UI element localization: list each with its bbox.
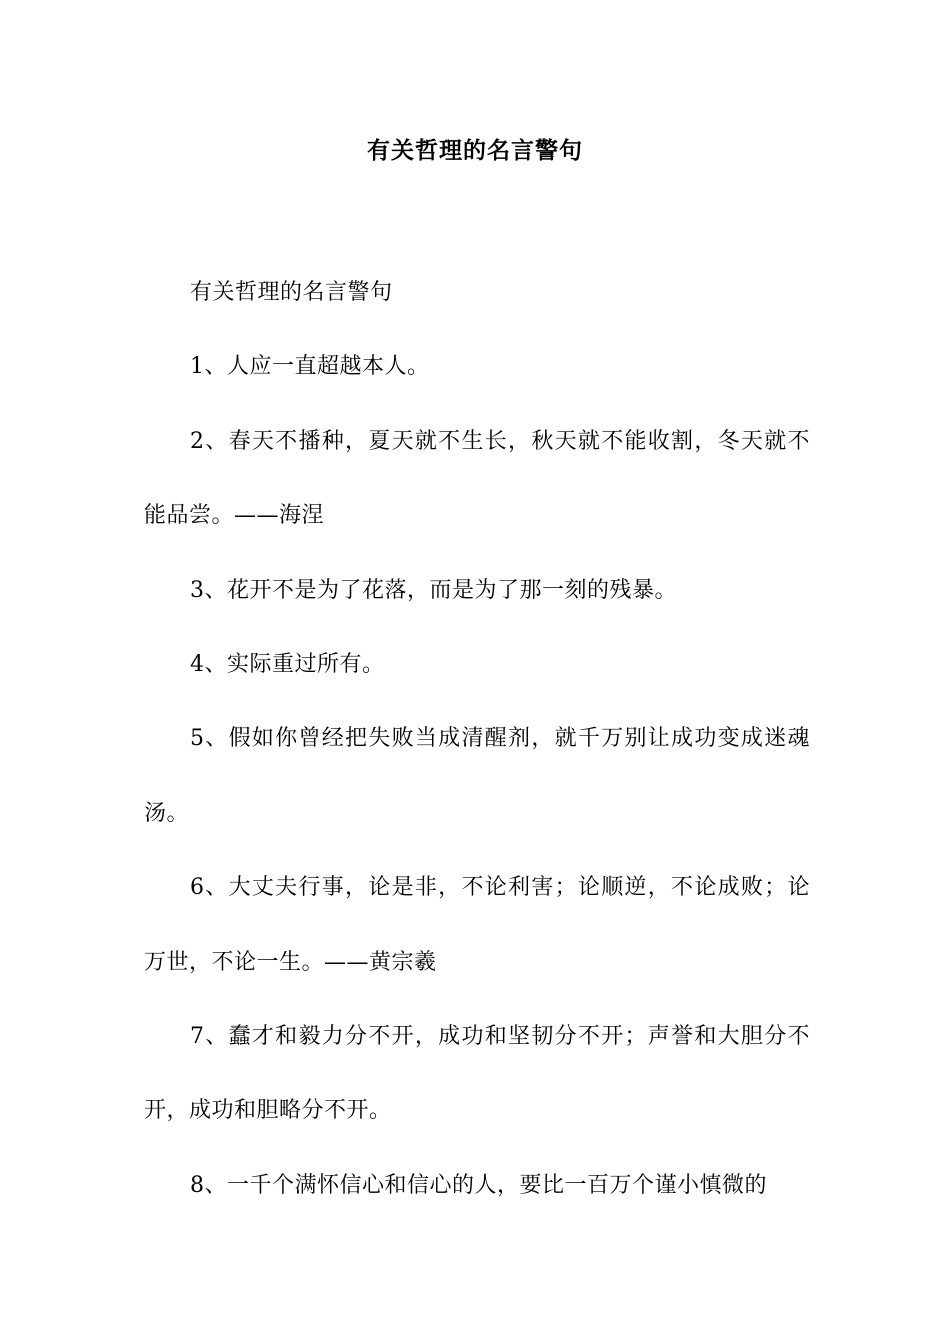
document-body xyxy=(144,256,810,1223)
paragraph-quote-1: 1、人应一直超越本人。 xyxy=(190,354,430,380)
paragraph-quote-3: 3、花开不是为了花落，而是为了那一刻的残暴。 xyxy=(190,577,677,603)
paragraph-quote-5: 5、假如你曾经把失败当成清醒剂，就千万别让成功变成迷魂汤。 xyxy=(144,726,810,826)
paragraph-quote-7: 7、蠢才和毅力分不开，成功和坚韧分不开；声誉和大胆分不开，成功和胆略分不开。 xyxy=(144,1024,810,1124)
paragraph-heading: 有关哲理的名言警句 xyxy=(190,280,393,305)
paragraph-quote-2: 2、春天不播种，夏天就不生长，秋天就不能收割，冬天就不能品尝。——海涅 xyxy=(144,428,810,529)
paragraph-quote-6: 6、大丈夫行事，论是非，不论利害；论顺逆，不论成败；论万世，不论一生。——黄宗羲 xyxy=(144,875,810,975)
paragraph-quote-4: 4、实际重过所有。 xyxy=(190,652,385,678)
paragraph-quote-8: 8、一千个满怀信心和信心的人，要比一百万个谨小慎微的 xyxy=(190,1172,767,1198)
document-title: 有关哲理的名言警句 xyxy=(367,138,583,164)
